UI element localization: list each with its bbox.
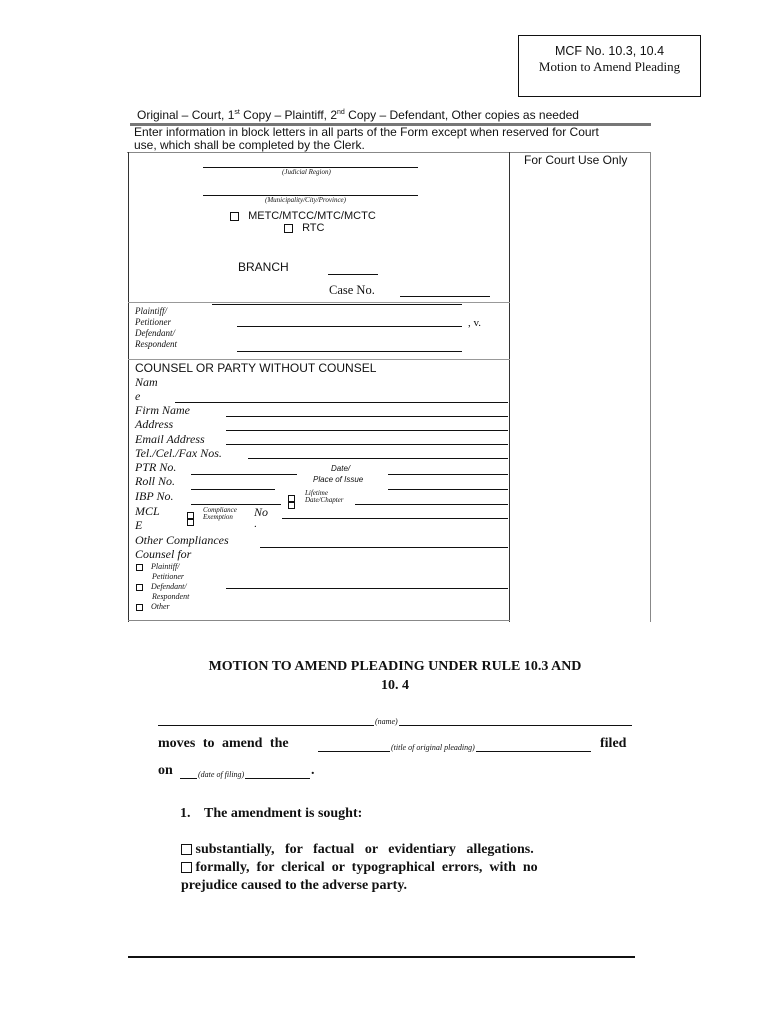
option-formally-continued: prejudice caused to the adverse party. [181,878,408,893]
court-section-bottom-inner [212,304,462,305]
lifetime-label: Lifetime [305,489,328,497]
item-number: 1. [180,806,191,821]
plaintiff-label: Plaintiff/ Petitioner Defendant/ Respondent [135,306,177,349]
ptr-line[interactable] [191,474,297,475]
date-label: Date/ [331,464,351,473]
court-section-bottom [128,302,510,303]
frame-left [128,152,129,622]
counsel-for-other-option[interactable]: Other [136,602,170,611]
counsel-for-defendant-option[interactable]: Defendant/ Respondent [136,582,189,602]
mcle-exemption-option[interactable] [187,513,194,531]
court-option-rtc[interactable]: RTC [284,222,324,234]
roll-line[interactable] [191,489,275,490]
instructions-line2: use, which shall be completed by the Clerk. [134,138,365,152]
place-line[interactable] [388,489,508,490]
case-no-line[interactable] [400,296,490,297]
checkbox-icon[interactable] [136,584,143,591]
case-no-label: Case No. [329,283,375,297]
tel-label: Tel./Cel./Fax Nos. [135,446,222,460]
municipality-caption: (Municipality/City/Province) [265,196,346,204]
parties-section-bottom [128,359,510,360]
date-chapter-label: Date/Chapter [305,496,344,504]
moves-to-amend-text: moves to amend the [158,736,289,751]
checkbox-icon[interactable] [136,564,143,571]
checkbox-icon[interactable] [136,604,143,611]
mcle-no-dot: . [254,518,257,530]
address-line[interactable] [226,416,508,417]
mcle-no-line[interactable] [282,518,508,519]
checkbox-icon[interactable] [181,862,192,873]
name-label: Nam e [135,375,158,403]
date-of-filing-caption: (date of filing) [198,770,245,779]
ibp-date-chapter-option[interactable] [288,496,295,514]
mcle-label: MCL E [135,504,160,532]
email-line[interactable] [226,430,508,431]
filing-period: . [311,763,315,778]
address-label: Address [135,417,174,431]
defendant-line[interactable] [237,351,462,352]
court-use-label: For Court Use Only [524,153,628,167]
bottom-rule [128,956,635,958]
frame-bottom-rule [128,620,510,621]
checkbox-icon[interactable] [288,502,295,509]
exemption-label: Exemption [203,513,233,521]
item-text: The amendment is sought: [204,806,363,821]
firm-name-label: Firm Name [135,403,190,417]
compliance-label: Compliance [203,506,237,514]
branch-line[interactable] [328,274,378,275]
frame-middle [509,152,510,622]
tel-line[interactable] [248,458,508,459]
roll-label: Roll No. [135,474,176,488]
option-formally[interactable]: formally, for clerical or typographical errors, with no [181,860,633,876]
distribution-line: Original – Court, 1st Copy – Plaintiff, 2nd Copy – Defendant, Other copies as needed [137,108,579,122]
counsel-header: COUNSEL OR PARTY WITHOUT COUNSEL [135,361,377,375]
counsel-for-plaintiff-option[interactable]: Plaintiff/ Petitioner [136,562,184,582]
email-label: Email Address [135,432,205,446]
motion-title: MOTION TO AMEND PLEADING UNDER RULE 10.3 AND 10. 4 [208,659,582,693]
counsel-for-line[interactable] [226,588,508,589]
court-option-metc[interactable]: METC/MTCC/MTC/MCTC [230,210,376,222]
form-number: MCF No. 10.3, 10.4 [554,44,665,58]
checkbox-icon[interactable] [230,212,239,221]
place-of-issue-label: Place of Issue [313,475,364,484]
mcle-no-label: No [254,505,269,519]
name-caption: (name) [375,717,398,726]
ibp-label: IBP No. [135,489,174,503]
ibp-date-line[interactable] [355,504,508,505]
other-compliances-line[interactable] [260,547,508,548]
frame-right [650,152,651,622]
judicial-region-caption: (Judicial Region) [282,168,331,176]
counsel-for-label: Counsel for [135,547,192,561]
original-pleading-caption: (title of original pleading) [391,743,475,752]
checkbox-icon[interactable] [284,224,293,233]
other-compliances-label: Other Compliances [135,533,229,547]
checkbox-icon[interactable] [187,519,194,526]
email-line-2[interactable] [226,444,508,445]
branch-label: BRANCH [238,260,289,274]
on-text: on [158,763,173,778]
instructions-line1: Enter information in block letters in all parts of the Form except when reserved for Court [134,125,599,139]
ptr-label: PTR No. [135,460,177,474]
form-id-box [518,35,701,97]
form-title: Motion to Amend Pleading [538,59,681,74]
option-substantially[interactable]: substantially, for factual or evidentiary allegations. [181,842,633,858]
checkbox-icon[interactable] [181,844,192,855]
plaintiff-line[interactable] [237,326,462,327]
firm-name-line[interactable] [226,402,508,403]
date-issue-line[interactable] [388,474,508,475]
versus-label: , v. [468,317,482,329]
filed-text: filed [600,736,627,751]
